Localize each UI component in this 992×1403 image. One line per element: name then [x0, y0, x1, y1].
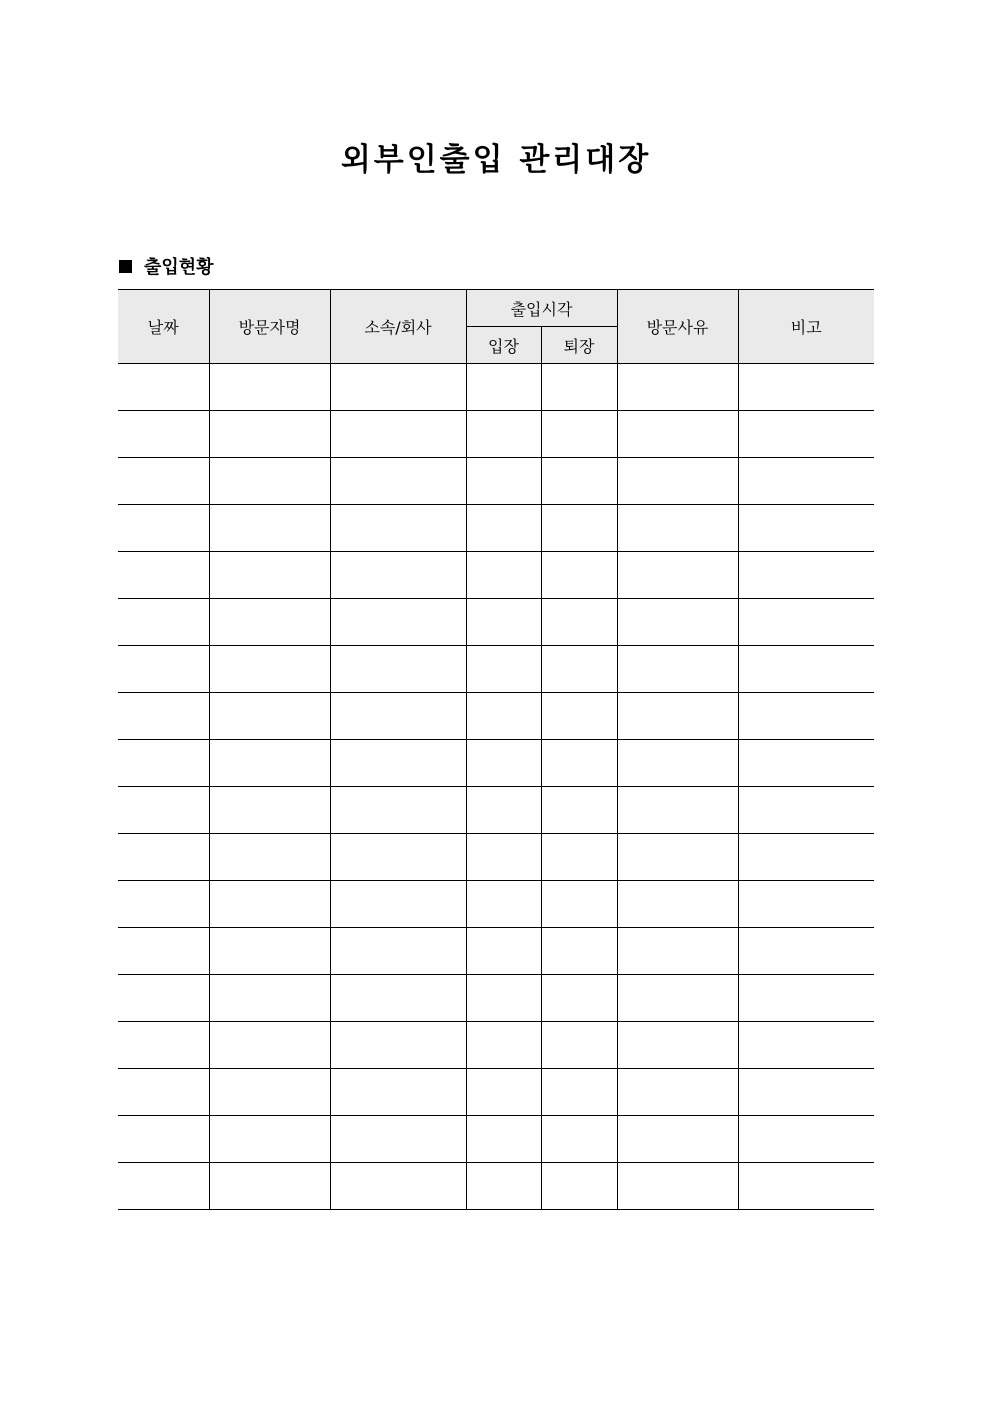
table-row [118, 505, 874, 552]
purpose-cell[interactable] [617, 975, 738, 1022]
visitor-name-cell[interactable] [209, 834, 330, 881]
visitor-name-cell[interactable] [209, 411, 330, 458]
affiliation-cell[interactable] [330, 599, 466, 646]
table-row [118, 1116, 874, 1163]
table-row [118, 928, 874, 975]
purpose-cell[interactable] [617, 787, 738, 834]
date-cell[interactable] [118, 881, 209, 928]
affiliation-cell[interactable] [330, 740, 466, 787]
entry-time-cell[interactable] [466, 928, 541, 975]
affiliation-cell[interactable] [330, 1069, 466, 1116]
header-affiliation: 소속/회사 [330, 290, 466, 364]
entry-time-cell[interactable] [466, 411, 541, 458]
exit-time-cell[interactable] [541, 411, 617, 458]
exit-time-cell[interactable] [541, 1116, 617, 1163]
entry-time-cell[interactable] [466, 1022, 541, 1069]
remarks-cell[interactable] [738, 787, 874, 834]
entry-time-cell[interactable] [466, 975, 541, 1022]
remarks-cell[interactable] [738, 693, 874, 740]
visitor-name-cell[interactable] [209, 928, 330, 975]
visitor-name-cell[interactable] [209, 1022, 330, 1069]
table-body [118, 364, 874, 1210]
table-row [118, 693, 874, 740]
table-row [118, 740, 874, 787]
exit-time-cell[interactable] [541, 552, 617, 599]
exit-time-cell[interactable] [541, 693, 617, 740]
remarks-cell[interactable] [738, 740, 874, 787]
date-cell[interactable] [118, 505, 209, 552]
date-cell[interactable] [118, 411, 209, 458]
table-row [118, 1163, 874, 1210]
entry-time-cell[interactable] [466, 458, 541, 505]
header-remarks: 비고 [738, 290, 874, 364]
entry-time-cell[interactable] [466, 364, 541, 411]
date-cell[interactable] [118, 552, 209, 599]
purpose-cell[interactable] [617, 411, 738, 458]
header-date: 날짜 [118, 290, 209, 364]
remarks-cell[interactable] [738, 1163, 874, 1210]
entry-time-cell[interactable] [466, 693, 541, 740]
remarks-cell[interactable] [738, 1116, 874, 1163]
purpose-cell[interactable] [617, 881, 738, 928]
purpose-cell[interactable] [617, 740, 738, 787]
table-row [118, 834, 874, 881]
header-purpose: 방문사유 [617, 290, 738, 364]
exit-time-cell[interactable] [541, 505, 617, 552]
entry-time-cell[interactable] [466, 1116, 541, 1163]
exit-time-cell[interactable] [541, 1022, 617, 1069]
visitor-name-cell[interactable] [209, 458, 330, 505]
document-title: 외부인출입 관리대장 [340, 142, 652, 178]
section-heading [119, 253, 214, 279]
affiliation-cell[interactable] [330, 364, 466, 411]
exit-time-cell[interactable] [541, 1069, 617, 1116]
visitor-name-cell[interactable] [209, 505, 330, 552]
remarks-cell[interactable] [738, 552, 874, 599]
table-row [118, 364, 874, 411]
remarks-cell[interactable] [738, 599, 874, 646]
table-row [118, 975, 874, 1022]
purpose-cell[interactable] [617, 364, 738, 411]
table-row [118, 1022, 874, 1069]
affiliation-cell[interactable] [330, 1022, 466, 1069]
date-cell[interactable] [118, 1022, 209, 1069]
affiliation-cell[interactable] [330, 411, 466, 458]
entry-time-cell[interactable] [466, 599, 541, 646]
exit-time-cell[interactable] [541, 599, 617, 646]
date-cell[interactable] [118, 646, 209, 693]
header-exit: 퇴장 [541, 327, 617, 364]
date-cell[interactable] [118, 599, 209, 646]
remarks-cell[interactable] [738, 1069, 874, 1116]
date-cell[interactable] [118, 693, 209, 740]
affiliation-cell[interactable] [330, 881, 466, 928]
purpose-cell[interactable] [617, 1069, 738, 1116]
date-cell[interactable] [118, 1163, 209, 1210]
remarks-cell[interactable] [738, 411, 874, 458]
header-row [118, 290, 874, 327]
header-access-time: 출입시각 [466, 290, 617, 327]
affiliation-cell[interactable] [330, 787, 466, 834]
table-row [118, 458, 874, 505]
exit-time-cell[interactable] [541, 364, 617, 411]
remarks-cell[interactable] [738, 1022, 874, 1069]
entry-time-cell[interactable] [466, 787, 541, 834]
visitor-name-cell[interactable] [209, 740, 330, 787]
affiliation-cell[interactable] [330, 1163, 466, 1210]
purpose-cell[interactable] [617, 693, 738, 740]
visitor-name-cell[interactable] [209, 1116, 330, 1163]
date-cell[interactable] [118, 834, 209, 881]
date-cell[interactable] [118, 1116, 209, 1163]
exit-time-cell[interactable] [541, 740, 617, 787]
entry-time-cell[interactable] [466, 834, 541, 881]
affiliation-cell[interactable] [330, 975, 466, 1022]
entry-time-cell[interactable] [466, 505, 541, 552]
exit-time-cell[interactable] [541, 458, 617, 505]
remarks-cell[interactable] [738, 928, 874, 975]
visitor-name-cell[interactable] [209, 787, 330, 834]
entry-time-cell[interactable] [466, 552, 541, 599]
table-row [118, 411, 874, 458]
exit-time-cell[interactable] [541, 787, 617, 834]
affiliation-cell[interactable] [330, 693, 466, 740]
table-row [118, 881, 874, 928]
purpose-cell[interactable] [617, 646, 738, 693]
exit-time-cell[interactable] [541, 646, 617, 693]
exit-time-cell[interactable] [541, 881, 617, 928]
table-row [118, 599, 874, 646]
date-cell[interactable] [118, 458, 209, 505]
date-cell[interactable] [118, 364, 209, 411]
header-visitor-name: 방문자명 [209, 290, 330, 364]
visitor-name-cell[interactable] [209, 599, 330, 646]
purpose-cell[interactable] [617, 599, 738, 646]
table-row [118, 1069, 874, 1116]
date-cell[interactable] [118, 1069, 209, 1116]
entry-time-cell[interactable] [466, 646, 541, 693]
entry-time-cell[interactable] [466, 881, 541, 928]
date-cell[interactable] [118, 928, 209, 975]
visitor-name-cell[interactable] [209, 693, 330, 740]
visitor-log-table [118, 289, 874, 1210]
visitor-name-cell[interactable] [209, 364, 330, 411]
table-row [118, 646, 874, 693]
exit-time-cell[interactable] [541, 1163, 617, 1210]
purpose-cell[interactable] [617, 1163, 738, 1210]
date-cell[interactable] [118, 740, 209, 787]
visitor-name-cell[interactable] [209, 881, 330, 928]
header-entry: 입장 [466, 327, 541, 364]
table-row [118, 552, 874, 599]
date-cell[interactable] [118, 975, 209, 1022]
affiliation-cell[interactable] [330, 458, 466, 505]
visitor-name-cell[interactable] [209, 646, 330, 693]
date-cell[interactable] [118, 787, 209, 834]
purpose-cell[interactable] [617, 834, 738, 881]
purpose-cell[interactable] [617, 1116, 738, 1163]
remarks-cell[interactable] [738, 881, 874, 928]
entry-time-cell[interactable] [466, 740, 541, 787]
table-row [118, 787, 874, 834]
remarks-cell[interactable] [738, 646, 874, 693]
affiliation-cell[interactable] [330, 1116, 466, 1163]
exit-time-cell[interactable] [541, 975, 617, 1022]
section-label: 출입현황 [144, 257, 214, 278]
remarks-cell[interactable] [738, 975, 874, 1022]
affiliation-cell[interactable] [330, 646, 466, 693]
purpose-cell[interactable] [617, 1022, 738, 1069]
remarks-cell[interactable] [738, 458, 874, 505]
affiliation-cell[interactable] [330, 834, 466, 881]
remarks-cell[interactable] [738, 834, 874, 881]
entry-time-cell[interactable] [466, 1069, 541, 1116]
purpose-cell[interactable] [617, 458, 738, 505]
entry-time-cell[interactable] [466, 1163, 541, 1210]
purpose-cell[interactable] [617, 552, 738, 599]
affiliation-cell[interactable] [330, 928, 466, 975]
affiliation-cell[interactable] [330, 552, 466, 599]
affiliation-cell[interactable] [330, 505, 466, 552]
visitor-name-cell[interactable] [209, 552, 330, 599]
exit-time-cell[interactable] [541, 928, 617, 975]
purpose-cell[interactable] [617, 505, 738, 552]
visitor-name-cell[interactable] [209, 1163, 330, 1210]
purpose-cell[interactable] [617, 928, 738, 975]
visitor-name-cell[interactable] [209, 975, 330, 1022]
remarks-cell[interactable] [738, 364, 874, 411]
remarks-cell[interactable] [738, 505, 874, 552]
visitor-name-cell[interactable] [209, 1069, 330, 1116]
exit-time-cell[interactable] [541, 834, 617, 881]
square-bullet-icon [119, 260, 132, 273]
